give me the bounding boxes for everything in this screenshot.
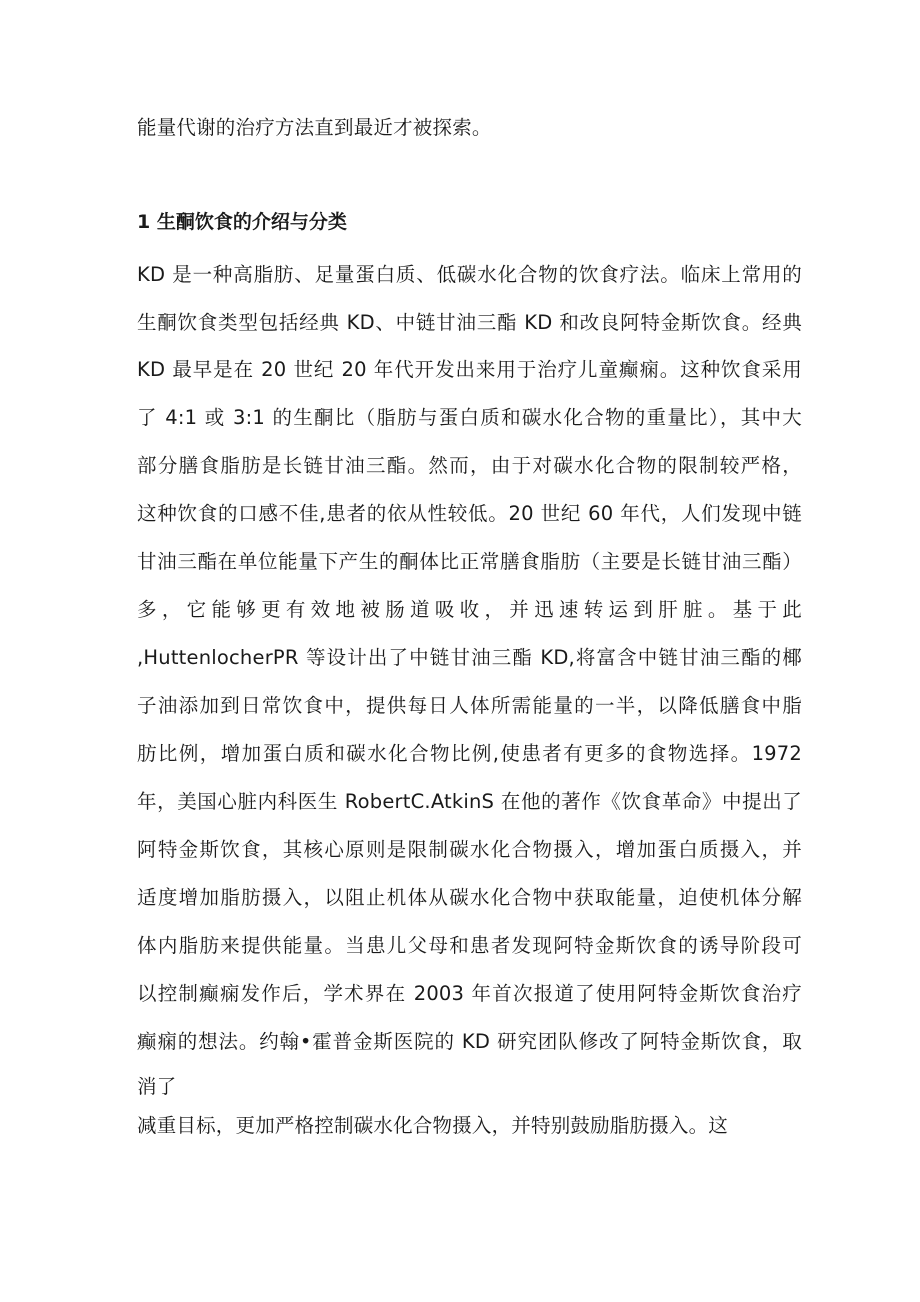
body-line-6: 这种饮食的口感不佳,患者的依从性较低。20 世纪 60 年代，人们发现中链 (137, 502, 802, 525)
body-line-19: 减重目标，更加严格控制碳水化合物摄入，并特别鼓励脂肪摄入。这 (137, 1114, 729, 1137)
body-line-16: 以控制癫痫发作后，学术界在 2003 年首次报道了使用阿特金斯饮食治疗 (137, 982, 802, 1005)
body-line-8: 多，它能够更有效地被肠道吸收，并迅速转运到肝脏。基于此 (137, 598, 802, 621)
body-line-17: 癫痫的想法。约翰•霍普金斯医院的 KD 研究团队修改了阿特金斯饮食，取 (137, 1030, 802, 1053)
intro-paragraph-line: 能量代谢的治疗方法直到最近才被探索。 (137, 116, 492, 139)
body-line-13: 阿特金斯饮食，其核心原则是限制碳水化合物摄入，增加蛋白质摄入，并 (137, 838, 802, 861)
body-line-2: 生酮饮食类型包括经典 KD、中链甘油三酯 KD 和改良阿特金斯饮食。经典 (137, 311, 802, 334)
body-line-14: 适度增加脂肪摄入，以阻止机体从碳水化合物中获取能量，迫使机体分解 (137, 886, 802, 909)
body-line-5: 部分膳食脂肪是长链甘油三酯。然而，由于对碳水化合物的限制较严格， (137, 454, 802, 477)
body-line-10: 子油添加到日常饮食中，提供每日人体所需能量的一半，以降低膳食中脂 (137, 694, 802, 717)
body-line-3: KD 最早是在 20 世纪 20 年代开发出来用于治疗儿童癫痫。这种饮食采用 (137, 358, 802, 381)
body-line-1: KD 是一种高脂肪、足量蛋白质、低碳水化合物的饮食疗法。临床上常用的 (137, 263, 802, 286)
body-line-15: 体内脂肪来提供能量。当患儿父母和患者发现阿特金斯饮食的诱导阶段可 (137, 934, 802, 957)
body-line-9: ,HuttenlocherPR 等设计出了中链甘油三酯 KD,将富含中链甘油三酯的椰 (137, 646, 802, 669)
body-line-11: 肪比例，增加蛋白质和碳水化合物比例,使患者有更多的食物选择。1972 (137, 742, 802, 765)
body-line-18: 消了 (137, 1075, 177, 1098)
body-line-7: 甘油三酯在单位能量下产生的酮体比正常膳食脂肪（主要是长链甘油三酯） (137, 550, 802, 573)
body-line-4: 了 4:1 或 3:1 的生酮比（脂肪与蛋白质和碳水化合物的重量比），其中大 (137, 406, 802, 429)
section-heading: 1 生酮饮食的介绍与分类 (137, 211, 347, 233)
body-line-12: 年，美国心脏内科医生 RobertC.AtkinS 在他的著作《饮食革命》中提出了 (137, 790, 802, 813)
